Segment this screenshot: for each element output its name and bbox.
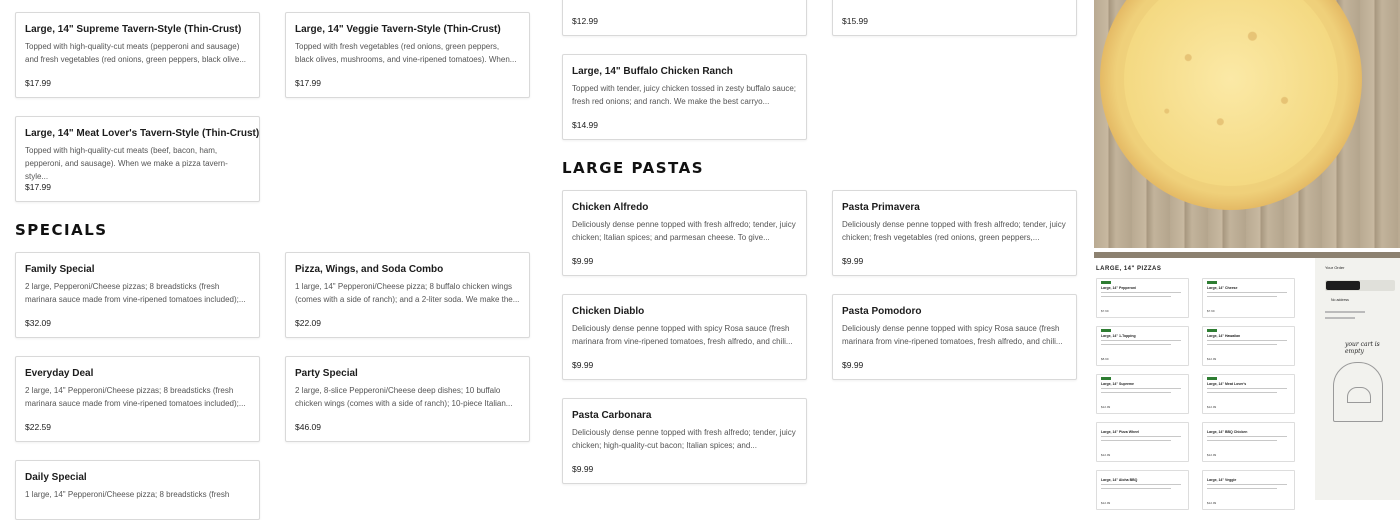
item-description: 2 large, 14" Pepperoni/Cheese pizzas; 8 breadsticks (fresh marinara sauce made from vine-ripened tomatoes included);... xyxy=(25,386,246,408)
screenshot-menu-panel xyxy=(1094,258,1315,505)
text-line xyxy=(1325,311,1365,313)
item-name: Large, 14" Buffalo Chicken Ranch xyxy=(572,66,733,77)
menu-item-card[interactable] xyxy=(285,12,530,98)
menu-item-card[interactable] xyxy=(285,252,530,338)
screenshot-menu-card xyxy=(1096,470,1189,510)
text-line xyxy=(1101,392,1171,393)
item-price: $15.99 xyxy=(842,16,868,26)
text-line xyxy=(1101,292,1181,293)
screenshot-item-price: $12.99 xyxy=(1207,453,1217,457)
item-name: Pasta Primavera xyxy=(842,202,920,213)
text-line xyxy=(1207,392,1277,393)
item-name: Large, 14" Veggie Tavern-Style (Thin-Crust) xyxy=(295,24,501,35)
pizza-photo xyxy=(1094,0,1400,248)
screenshot-item-price: $12.99 xyxy=(1101,453,1111,457)
item-description: Deliciously dense penne topped with spicy Rosa sauce (fresh marinara from vine-ripened tomatoes, fresh alfredo, and chili... xyxy=(842,324,1063,346)
item-description: Deliciously dense penne topped with spicy Rosa sauce (fresh marinara from vine-ripened tomatoes, fresh alfredo, and chili... xyxy=(572,324,793,346)
item-price: $22.09 xyxy=(295,318,321,328)
screenshot-menu-card xyxy=(1096,278,1189,318)
screenshot-item-price: $12.99 xyxy=(1101,405,1111,409)
no-address-text: No address xyxy=(1331,298,1349,302)
screenshot-item-price: $12.99 xyxy=(1207,405,1217,409)
cart-empty-text: your cart is empty xyxy=(1345,341,1380,355)
best-seller-tag xyxy=(1101,281,1111,284)
item-name: Everyday Deal xyxy=(25,368,94,379)
section-title-large-pastas: LARGE PASTAS xyxy=(562,159,705,177)
menu-item-card[interactable] xyxy=(562,294,807,380)
screenshot-item-name: Large, 14" BBQ Chicken xyxy=(1207,430,1248,434)
item-description: 2 large, Pepperoni/Cheese pizzas; 8 breadsticks (fresh marinara sauce made from vine-ripened tomatoes included);... xyxy=(25,282,246,304)
item-name: Chicken Diablo xyxy=(572,306,645,317)
screenshot-item-price: $7.99 xyxy=(1101,309,1109,313)
item-price: $9.99 xyxy=(842,360,864,370)
item-description: Deliciously dense penne topped with fresh alfredo; tender, juicy chicken; Italian spices; and parmesan cheese. To give... xyxy=(572,220,796,242)
text-line xyxy=(1207,436,1287,437)
embedded-menu-screenshot xyxy=(1094,258,1400,505)
item-name: Party Special xyxy=(295,368,358,379)
item-description: Deliciously dense penne topped with fresh alfredo; tender, juicy chicken; high-quality-cut bacon; Italian spices; and... xyxy=(572,428,796,450)
best-seller-tag xyxy=(1101,377,1111,380)
item-description: 1 large, 14" Pepperoni/Cheese pizza; 8 breadsticks (fresh xyxy=(25,490,230,499)
item-name: Pizza, Wings, and Soda Combo xyxy=(295,264,444,275)
item-description: Topped with fresh vegetables (red onions, green peppers, black olives, mushrooms, and vine-ripened tomatoes). When... xyxy=(295,42,517,64)
text-line xyxy=(1101,436,1181,437)
item-price: $9.99 xyxy=(842,256,864,266)
item-price: $46.09 xyxy=(295,422,321,432)
item-price: $12.99 xyxy=(572,16,598,26)
screenshot-item-name: Large, 14" Cheese xyxy=(1207,286,1238,290)
item-price: $9.99 xyxy=(572,256,594,266)
menu-item-card[interactable] xyxy=(15,356,260,442)
text-line xyxy=(1101,388,1181,389)
screenshot-order-panel xyxy=(1315,258,1400,500)
item-price: $9.99 xyxy=(572,360,594,370)
text-line xyxy=(1207,344,1277,345)
menu-item-card[interactable] xyxy=(15,460,260,520)
screenshot-item-price: $12.99 xyxy=(1101,501,1111,505)
screenshot-item-name: Large, 14" Aloha BBQ xyxy=(1101,478,1138,482)
item-name: Large, 14" Meat Lover's Tavern-Style (Thin-Crust) xyxy=(25,128,260,139)
menu-item-card[interactable] xyxy=(15,116,260,202)
best-seller-tag xyxy=(1207,329,1217,332)
item-price: $32.09 xyxy=(25,318,51,328)
text-line xyxy=(1101,488,1171,489)
text-line xyxy=(1207,296,1277,297)
screenshot-menu-card xyxy=(1096,422,1189,462)
screenshot-menu-card xyxy=(1096,326,1189,366)
screenshot-menu-card xyxy=(1202,422,1295,462)
text-line xyxy=(1325,317,1355,319)
screenshot-item-name: Large, 14" Supreme xyxy=(1101,382,1134,386)
text-line xyxy=(1101,344,1171,345)
item-price: $9.99 xyxy=(572,464,594,474)
screenshot-item-price: $12.99 xyxy=(1207,357,1217,361)
best-seller-tag xyxy=(1207,377,1217,380)
item-price: $17.99 xyxy=(25,78,51,88)
text-line xyxy=(1101,484,1181,485)
item-price: $17.99 xyxy=(295,78,321,88)
item-description: 1 large, 14" Pepperoni/Cheese pizza; 8 buffalo chicken wings (comes with a side of ranch); and a 2-liter soda. We make the... xyxy=(295,282,520,304)
item-name: Daily Special xyxy=(25,472,87,483)
item-description: Topped with high-quality-cut meats (beef, bacon, ham, pepperoni, and sausage). When we make a pizza tavern-style... xyxy=(25,146,228,181)
menu-item-card[interactable] xyxy=(562,0,807,36)
screenshot-menu-card xyxy=(1096,374,1189,414)
text-line xyxy=(1101,340,1181,341)
screenshot-item-price: $8.99 xyxy=(1101,357,1109,361)
screenshot-menu-card xyxy=(1202,470,1295,510)
item-description: Topped with high-quality-cut meats (pepperoni and sausage) and fresh vegetables (red onions, green peppers, black olive... xyxy=(25,42,247,64)
section-title-specials: SPECIALS xyxy=(15,221,108,239)
screenshot-item-name: Large, 14" Meat Lover's xyxy=(1207,382,1247,386)
item-name: Pasta Carbonara xyxy=(572,410,652,421)
screenshot-menu-card xyxy=(1202,278,1295,318)
screenshot-item-name: Large, 14" Veggie xyxy=(1207,478,1237,482)
item-description: Topped with tender, juicy chicken tossed in zesty buffalo sauce; fresh red onions; and ranch. We make the best carryo... xyxy=(572,84,796,106)
text-line xyxy=(1207,440,1277,441)
your-order-heading: Your Order xyxy=(1325,265,1345,270)
item-price: $17.99 xyxy=(25,182,51,192)
menu-item-card[interactable] xyxy=(832,190,1077,276)
screenshot-item-price: $12.99 xyxy=(1207,501,1217,505)
screenshot-menu-card xyxy=(1202,374,1295,414)
screenshot-item-name: Large, 14" Pepperoni xyxy=(1101,286,1137,290)
item-price: $14.99 xyxy=(572,120,598,130)
screenshot-section-title: LARGE, 14" PIZZAS xyxy=(1096,266,1162,272)
screenshot-menu-card xyxy=(1202,326,1295,366)
text-line xyxy=(1207,388,1287,389)
text-line xyxy=(1207,484,1287,485)
delivery-pickup-toggle xyxy=(1325,280,1395,291)
menu-item-card[interactable] xyxy=(562,398,807,484)
text-line xyxy=(1101,440,1171,441)
menu-item-card[interactable] xyxy=(15,12,260,98)
screenshot-item-name: Large, 14" 1-Topping xyxy=(1101,334,1136,338)
item-name: Pasta Pomodoro xyxy=(842,306,922,317)
item-description: 2 large, 8-slice Pepperoni/Cheese deep dishes; 10 buffalo chicken wings (comes with a side of ranch); 10-piece Italian... xyxy=(295,386,513,408)
best-seller-tag xyxy=(1207,281,1217,284)
menu-item-card[interactable] xyxy=(15,252,260,338)
text-line xyxy=(1207,292,1287,293)
screenshot-item-name: Large, 14" Hawaiian xyxy=(1207,334,1241,338)
item-name: Large, 14" Supreme Tavern-Style (Thin-Crust) xyxy=(25,24,242,35)
text-line xyxy=(1207,488,1277,489)
item-price: $22.59 xyxy=(25,422,51,432)
text-line xyxy=(1101,296,1171,297)
best-seller-tag xyxy=(1101,329,1111,332)
text-line xyxy=(1207,340,1287,341)
item-name: Family Special xyxy=(25,264,95,275)
menu-item-card[interactable] xyxy=(562,54,807,140)
screenshot-item-name: Large, 14" Pizza Wheel xyxy=(1101,430,1140,434)
menu-item-card[interactable] xyxy=(285,356,530,442)
item-name: Chicken Alfredo xyxy=(572,202,649,213)
menu-item-card[interactable] xyxy=(562,190,807,276)
menu-item-card[interactable] xyxy=(832,0,1077,36)
pizza-oven-illustration xyxy=(1333,362,1383,422)
screenshot-item-price: $7.99 xyxy=(1207,309,1215,313)
menu-item-card[interactable] xyxy=(832,294,1077,380)
item-description: Deliciously dense penne topped with fresh alfredo; tender, juicy chicken; fresh vegetables (red onions, green peppers,... xyxy=(842,220,1066,242)
